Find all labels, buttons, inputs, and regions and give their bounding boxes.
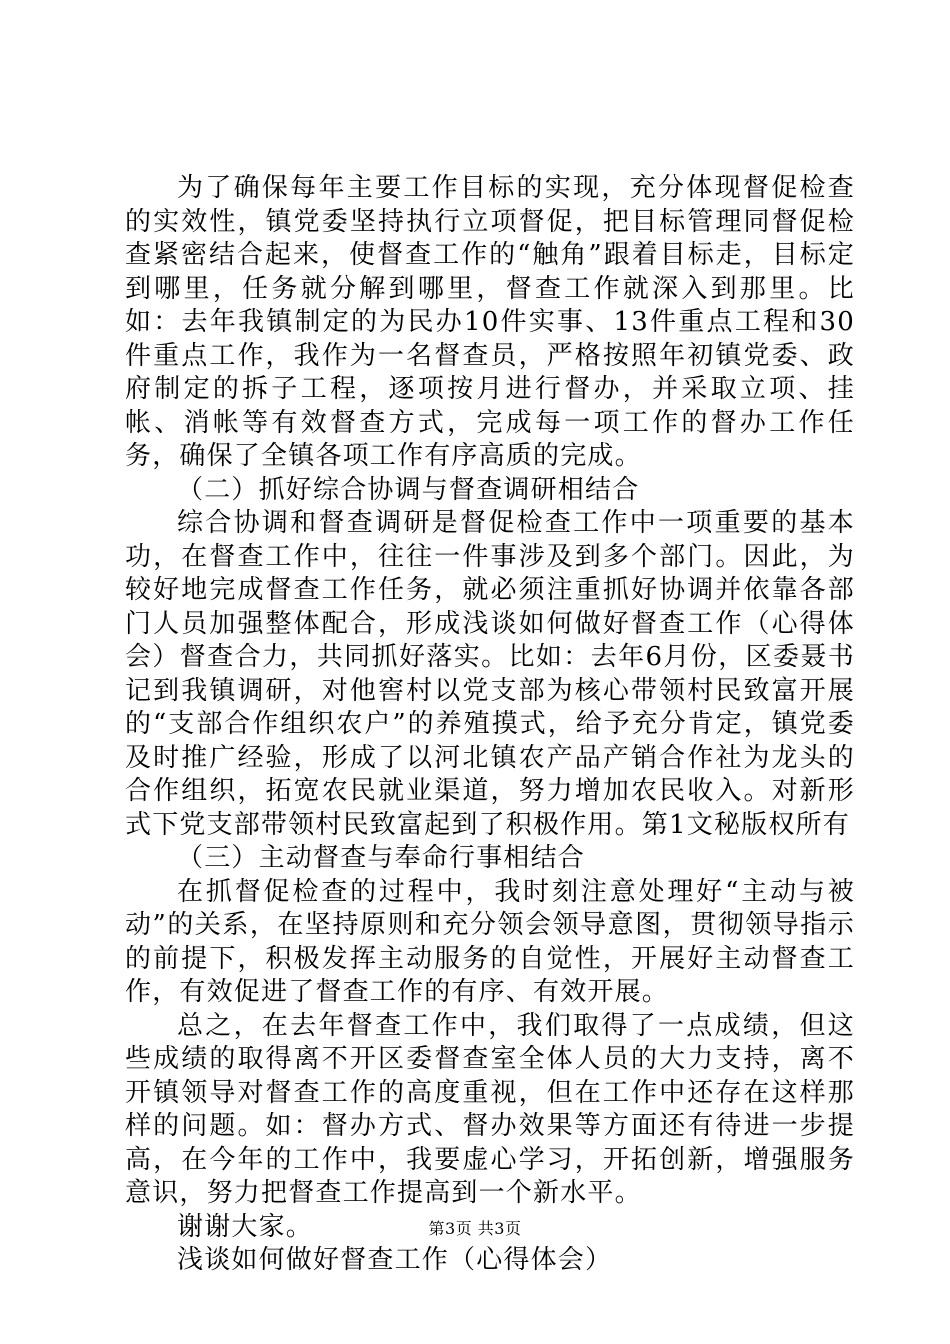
paragraph-thanks: 谢谢大家。 [177, 1211, 314, 1242]
document-body [125, 172, 855, 1278]
paragraph-goal-supervision: 为了确保每年主要工作目标的实现，充分体现督促检查的实效性，镇党委坚持执行立项督促，把目标管理同督促检查紧密结合起来，使督查工作的“触角”跟着目标走，目标定到哪里，任务就分解到哪里，督查工作就深入到那里。比如：去年我镇制定的为民办10件实事、13件重点工程和30件重点工作，我作为一名督查员，严格按照年初镇党委、政府制定的拆子工程，逐项按月进行督办，并采取立项、挂帐、消帐等有效督查方式，完成每一项工作的督办工作任务，确保了全镇各项工作有序高质的完成。 [125, 173, 855, 471]
paragraph-initiative: 在抓督促检查的过程中，我时刻注意处理好“主动与被动”的关系，在坚持原则和充分领会领导意图，贯彻领导指示的前提下，积极发挥主动服务的自觉性，开展好主动督查工作，有效促进了督查工作的有序、有效开展。 [125, 876, 855, 1007]
paragraph-summary: 总之，在去年督查工作中，我们取得了一点成绩，但这些成绩的取得离不开区委督查室全体人员的大力支持，离不开镇领导对督查工作的高度重视，但在工作中还存在这样那样的问题。如：督办方式、督办效果等方面还有待进一步提高，在今年的工作中，我要虚心学习，开拓创新，增强服务意识，努力把督查工作提高到一个新水平。 [125, 1010, 855, 1208]
section-heading-coordination: （二）抓好综合协调与督查调研相结合 [177, 474, 640, 505]
paragraph-coordination: 综合协调和督查调研是督促检查工作中一项重要的基本功，在督查工作中，往往一件事涉及到多个部门。因此，为较好地完成督查工作任务，就必须注重抓好协调并依靠各部门人员加强整体配合，形成浅谈如何做好督查工作（心得体会）督查合力，共同抓好落实。比如：去年6月份，区委聂书记到我镇调研，对他窖村以党支部为核心带领村民致富开展的“支部合作组织农户”的养殖摸式，给予充分肯定，镇党委及时推广经验，形成了以河北镇农产品产销合作社为龙头的合作组织，拓宽农民就业渠道，努力增加农民收入。对新形式下党支部带领村民致富起到了积极作用。第1文秘版权所有 [125, 508, 855, 840]
page-number-footer: 第3页 共3页 [428, 1219, 522, 1238]
section-heading-initiative: （三）主动督查与奉命行事相结合 [177, 843, 586, 873]
paragraph-closing-title: 浅谈如何做好督查工作（心得体会） [177, 1245, 613, 1275]
